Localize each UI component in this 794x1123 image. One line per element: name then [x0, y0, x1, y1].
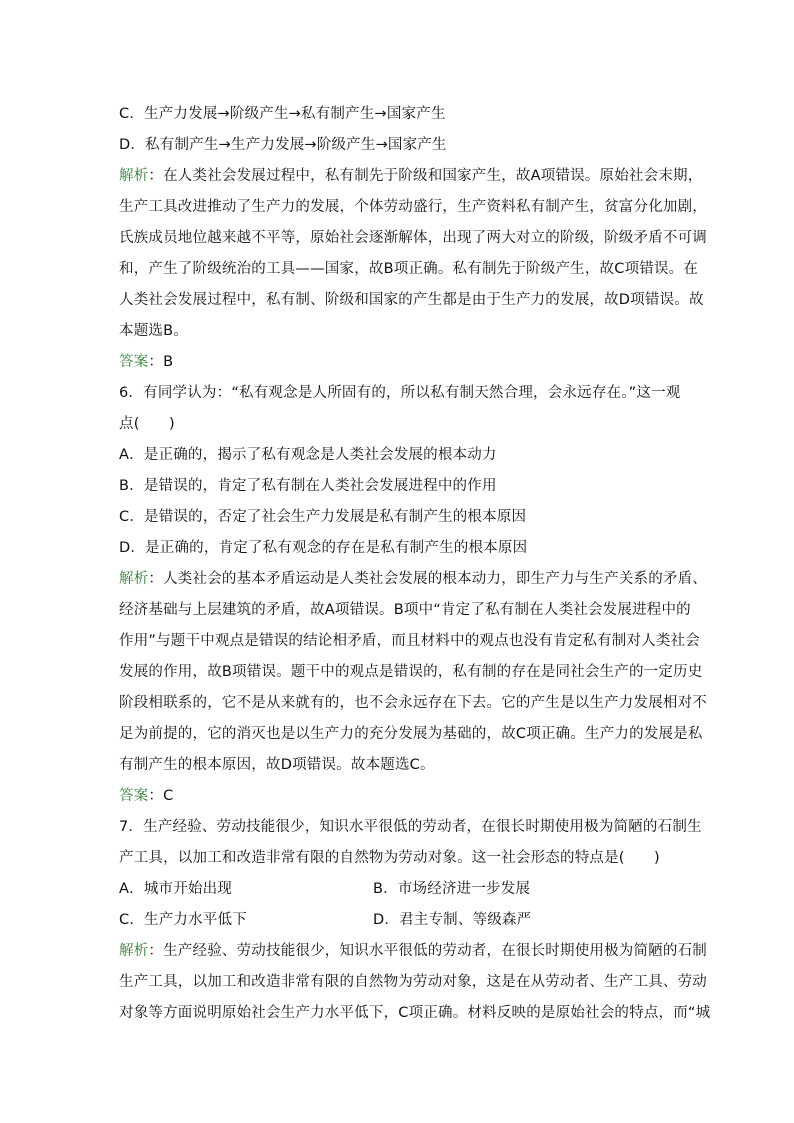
- q5-analysis-line-2: 生产工具改进推动了生产力的发展，个体劳动盛行，生产资料私有制产生，贫富分化加剧，: [119, 199, 707, 215]
- answer-label: 答案: [119, 788, 149, 804]
- q6-stem-line-2: 点( ): [119, 416, 175, 432]
- q6-option-d: D．是正确的，肯定了私有观念的存在是私有制产生的根本原因: [119, 540, 528, 556]
- q6-stem-line-1: 6．有同学认为：“私有观念是人所固有的，所以私有制天然合理，会永远存在。”这一观: [119, 385, 681, 401]
- q5-analysis-line-1: 解析：在人类社会发展过程中，私有制先于阶级和国家产生，故A项错误。原始社会末期，: [119, 168, 703, 184]
- q7-option-b: B．市场经济进一步发展: [373, 881, 531, 897]
- q6-analysis-line-1: 解析：人类社会的基本矛盾运动是人类社会发展的根本动力，即生产力与生产关系的矛盾、: [119, 571, 708, 587]
- q5-option-c: C．生产力发展→阶级产生→私有制产生→国家产生: [119, 106, 446, 122]
- q7-stem-line-2: 产工具，以加工和改造非常有限的自然物为劳动对象。这一社会形态的特点是( ): [119, 850, 660, 866]
- q6-analysis-line-7: 有制产生的根本原因，故D项错误。故本题选C。: [119, 757, 435, 773]
- q7-analysis-line-2: 生产工具，以加工和改造非常有限的自然物为劳动对象，这是在从劳动者、生产工具、劳动: [119, 974, 707, 990]
- q6-analysis-line-4: 发展的作用，故B项错误。题干中的观点是错误的，私有制的存在是同社会生产的一定历史: [119, 664, 703, 680]
- q7-option-c: C．生产力水平低下: [119, 912, 247, 928]
- q5-analysis-line-4: 和，产生了阶级统治的工具——国家，故B项正确。私有制先于阶级产生，故C项错误。在: [119, 261, 699, 277]
- q7-option-d: D．君主专制、等级森严: [373, 912, 532, 928]
- q5-analysis-line-5: 人类社会发展过程中，私有制、阶级和国家的产生都是由于生产力的发展，故D项错误。故: [119, 292, 704, 308]
- q5-answer: 答案：B: [119, 354, 174, 370]
- q7-options-row-2: [119, 910, 532, 930]
- q6-answer: 答案：C: [119, 788, 174, 804]
- q7-stem-line-1: 7．生产经验、劳动技能很少，知识水平很低的劳动者，在很长时期使用极为简陋的石制生: [119, 819, 702, 835]
- q7-analysis-line-1: 解析：生产经验、劳动技能很少，知识水平很低的劳动者，在很长时期使用极为简陋的石制: [119, 943, 708, 959]
- q5-analysis-line-6: 本题选B。: [119, 323, 188, 339]
- q6-option-a: A．是正确的，揭示了私有观念是人类社会发展的根本动力: [119, 447, 497, 463]
- analysis-label: 解析: [119, 571, 149, 587]
- q5-option-d: D．私有制产生→生产力发展→阶级产生→国家产生: [119, 137, 447, 153]
- q6-analysis-line-6: 足为前提的，它的消灭也是以生产力的充分发展为基础的，故C项正确。生产力的发展是私: [119, 726, 703, 742]
- q6-option-c: C．是错误的，否定了社会生产力发展是私有制产生的根本原因: [119, 509, 527, 525]
- q6-analysis-line-3: 作用”与题干中观点是错误的结论相矛盾，而且材料中的观点也没有肯定私有制对人类社会: [119, 633, 701, 649]
- q6-analysis-line-2: 经济基础与上层建筑的矛盾，故A项错误。B项中“肯定了私有制在人类社会发展进程中的: [119, 602, 691, 618]
- q7-analysis-line-3: 对象等方面说明原始社会生产力水平低下，C项正确。材料反映的是原始社会的特点，而“城: [119, 1005, 711, 1021]
- q5-analysis-line-3: 氏族成员地位越来越不平等，原始社会逐渐解体，出现了两大对立的阶级，阶级矛盾不可调: [119, 230, 707, 246]
- q6-analysis-line-5: 阶段相联系的，它不是从来就有的，也不会永远存在下去。它的产生是以生产力发展相对不: [119, 695, 707, 711]
- q6-option-b: B．是错误的，肯定了私有制在人类社会发展进程中的作用: [119, 478, 497, 494]
- q7-option-a: A．城市开始出现: [119, 881, 233, 897]
- analysis-label: 解析: [119, 943, 149, 959]
- q7-options-row-1: [119, 879, 531, 899]
- analysis-label: 解析: [119, 168, 149, 184]
- answer-label: 答案: [119, 354, 149, 370]
